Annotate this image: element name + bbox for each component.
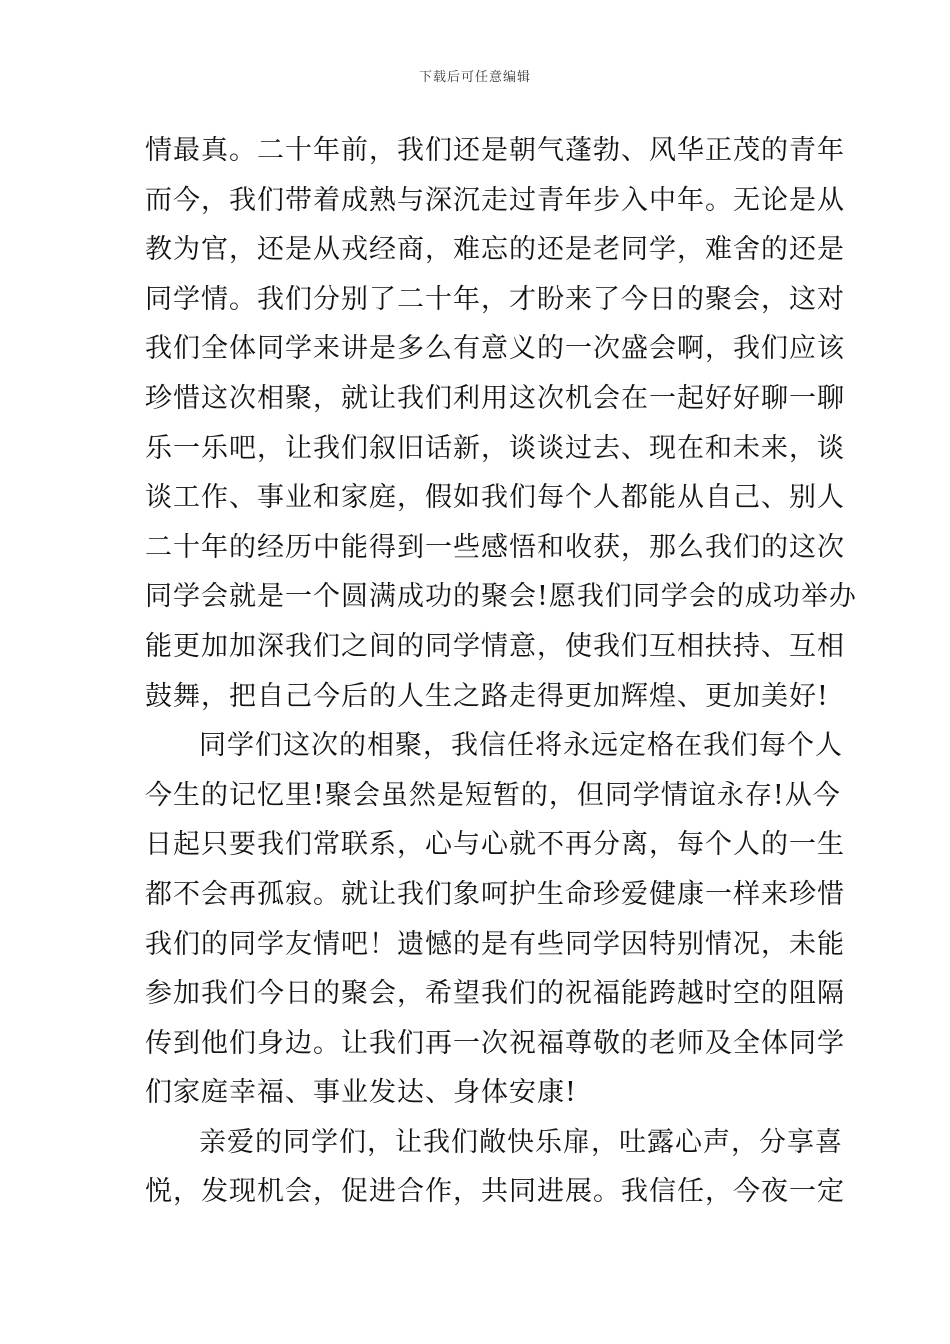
- text-line: 教为官，还是从戎经商，难忘的还是老同学，难舍的还是: [145, 234, 845, 266]
- paragraph-start-line: 亲爱的同学们，让我们敞快乐扉，吐露心声，分享喜: [199, 1126, 843, 1158]
- text-line: 同学会就是一个圆满成功的聚会!愿我们同学会的成功举办: [145, 581, 857, 613]
- text-line: 能更加加深我们之间的同学情意，使我们互相扶持、互相: [145, 630, 845, 662]
- text-line: 传到他们身边。让我们再一次祝福尊敬的老师及全体同学: [145, 1027, 845, 1059]
- text-line: 鼓舞，把自己今后的人生之路走得更加辉煌、更加美好!: [145, 680, 829, 712]
- text-line: 珍惜这次相聚，就让我们利用这次机会在一起好好聊一聊: [145, 382, 845, 414]
- text-line: 乐一乐吧，让我们叙旧话新，谈谈过去、现在和未来，谈: [145, 432, 845, 464]
- text-line: 谈工作、事业和家庭，假如我们每个人都能从自己、别人: [145, 482, 845, 514]
- text-line: 们家庭幸福、事业发达、身体安康!: [145, 1077, 577, 1109]
- document-body: [145, 126, 857, 1217]
- text-line: 同学情。我们分别了二十年，才盼来了今日的聚会，这对: [145, 283, 845, 315]
- text-line: 二十年的经历中能得到一些感悟和收获，那么我们的这次: [145, 531, 845, 563]
- page-header: 下载后可任意编辑: [418, 70, 531, 85]
- text-line: 我们全体同学来讲是多么有意义的一次盛会啊，我们应该: [145, 333, 845, 365]
- text-line: 日起只要我们常联系，心与心就不再分离，每个人的一生: [145, 829, 845, 861]
- text-line: 情最真。二十年前，我们还是朝气蓬勃、风华正茂的青年: [145, 135, 845, 166]
- text-line: 悦，发现机会，促进合作，共同进展。我信任，今夜一定: [145, 1176, 845, 1208]
- text-line: 我们的同学友情吧！遗憾的是有些同学因特别情况，未能: [145, 928, 845, 960]
- text-line: 都不会再孤寂。就让我们象呵护生命珍爱健康一样来珍惜: [145, 878, 845, 910]
- paragraph-start-line: 同学们这次的相聚，我信任将永远定格在我们每个人: [199, 730, 843, 762]
- text-line: 今生的记忆里!聚会虽然是短暂的，但同学情谊永存!从今: [145, 779, 841, 811]
- text-line: 而今，我们带着成熟与深沉走过青年步入中年。无论是从: [145, 184, 845, 216]
- text-line: 参加我们今日的聚会，希望我们的祝福能跨越时空的阻隔: [145, 978, 845, 1010]
